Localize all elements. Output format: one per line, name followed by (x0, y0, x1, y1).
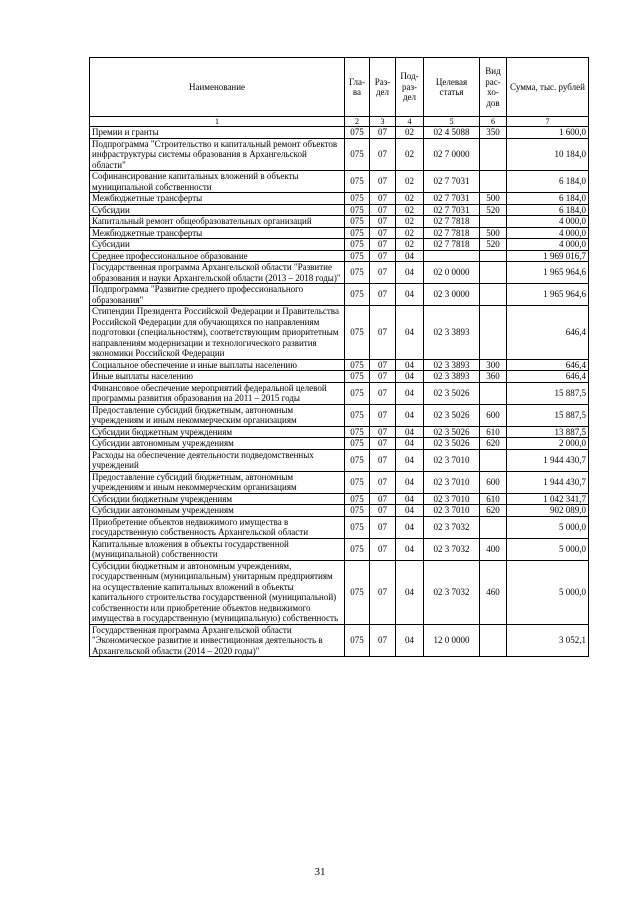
row-target-cell: 02 0 0000 (424, 262, 480, 284)
table-row (90, 624, 589, 657)
row-section-cell: 07 (370, 262, 396, 284)
row-amount-cell: 15 887,5 (507, 382, 589, 404)
row-subsection-cell: 02 (396, 216, 424, 228)
row-amount-cell: 4 000,0 (507, 216, 589, 228)
row-subsection-cell: 04 (396, 262, 424, 284)
row-subsection-cell: 04 (396, 359, 424, 371)
row-amount-cell: 1 944 430,7 (507, 471, 589, 493)
row-target-cell: 02 3 0000 (424, 284, 480, 306)
row-subsection-cell: 02 (396, 227, 424, 239)
row-target-cell: 02 7 7818 (424, 227, 480, 239)
row-expense-type-cell: 350 (480, 127, 507, 139)
row-expense-type-cell: 520 (480, 204, 507, 216)
table-row (90, 538, 589, 560)
row-section-cell: 07 (370, 505, 396, 517)
table-row (90, 227, 589, 239)
table-row (90, 382, 589, 404)
row-name-cell: Среднее профессиональное образование (90, 250, 345, 262)
row-chapter-cell: 075 (345, 560, 370, 624)
column-number: 2 (345, 117, 370, 127)
row-amount-cell: 1 965 964,6 (507, 284, 589, 306)
row-chapter-cell: 075 (345, 127, 370, 139)
budget-table (89, 57, 589, 657)
row-name-cell: Иные выплаты населению (90, 371, 345, 383)
row-chapter-cell: 075 (345, 227, 370, 239)
table-row (90, 426, 589, 438)
row-target-cell: 02 7 7031 (424, 193, 480, 205)
row-target-cell: 02 7 7818 (424, 239, 480, 251)
table-row (90, 438, 589, 450)
table-row (90, 560, 589, 624)
table-row (90, 359, 589, 371)
row-section-cell: 07 (370, 426, 396, 438)
row-subsection-cell: 04 (396, 449, 424, 471)
table-row (90, 239, 589, 251)
row-subsection-cell: 04 (396, 371, 424, 383)
row-section-cell: 07 (370, 382, 396, 404)
row-name-cell: Субсидии автономным учреждениям (90, 505, 345, 517)
row-amount-cell: 1 965 964,6 (507, 262, 589, 284)
row-expense-type-cell (480, 306, 507, 360)
row-expense-type-cell: 520 (480, 239, 507, 251)
column-number: 3 (370, 117, 396, 127)
row-expense-type-cell (480, 449, 507, 471)
row-name-cell: Межбюджетные трансферты (90, 193, 345, 205)
row-subsection-cell: 04 (396, 493, 424, 505)
row-expense-type-cell: 460 (480, 560, 507, 624)
table-row (90, 471, 589, 493)
row-name-cell: Расходы на обеспечение деятельности подведомственных учреждений (90, 449, 345, 471)
row-name-cell: Приобретение объектов недвижимого имущества в государственную собственность Архангельской области (90, 516, 345, 538)
row-chapter-cell: 075 (345, 306, 370, 360)
header-expense-type: Вид рас-хо-дов (480, 58, 507, 117)
row-amount-cell: 1 944 430,7 (507, 449, 589, 471)
row-section-cell: 07 (370, 171, 396, 193)
row-target-cell: 02 3 7010 (424, 471, 480, 493)
table-row (90, 262, 589, 284)
row-expense-type-cell: 300 (480, 359, 507, 371)
row-name-cell: Подпрограмма "Строительство и капитальный ремонт объектов инфраструктуры системы образования в Архангельской области" (90, 138, 345, 171)
row-amount-cell: 13 887,5 (507, 426, 589, 438)
row-target-cell: 02 3 7010 (424, 505, 480, 517)
row-section-cell: 07 (370, 306, 396, 360)
row-target-cell: 02 7 0000 (424, 138, 480, 171)
table-row (90, 204, 589, 216)
row-target-cell: 02 4 5088 (424, 127, 480, 139)
row-amount-cell: 5 000,0 (507, 538, 589, 560)
row-expense-type-cell (480, 624, 507, 657)
table-row (90, 516, 589, 538)
row-target-cell: 02 3 7032 (424, 538, 480, 560)
row-expense-type-cell (480, 250, 507, 262)
row-expense-type-cell: 600 (480, 404, 507, 426)
row-section-cell: 07 (370, 538, 396, 560)
row-target-cell: 02 3 5026 (424, 438, 480, 450)
column-number-row (90, 117, 589, 127)
row-name-cell: Капитальный ремонт общеобразовательных организаций (90, 216, 345, 228)
row-section-cell: 07 (370, 127, 396, 139)
header-subsection: Под-раз-дел (396, 58, 424, 117)
row-chapter-cell: 075 (345, 438, 370, 450)
table-row (90, 306, 589, 360)
row-chapter-cell: 075 (345, 204, 370, 216)
row-target-cell: 02 7 7818 (424, 216, 480, 228)
row-name-cell: Премии и гранты (90, 127, 345, 139)
table-row (90, 404, 589, 426)
row-amount-cell: 1 042 341,7 (507, 493, 589, 505)
row-subsection-cell: 02 (396, 193, 424, 205)
table-row (90, 216, 589, 228)
row-expense-type-cell: 500 (480, 227, 507, 239)
table-row (90, 284, 589, 306)
table-row (90, 493, 589, 505)
row-chapter-cell: 075 (345, 359, 370, 371)
row-target-cell: 02 3 5026 (424, 404, 480, 426)
row-name-cell: Предоставление субсидий бюджетным, автономным учреждениям и иным некоммерческим организациям (90, 471, 345, 493)
row-subsection-cell: 04 (396, 560, 424, 624)
row-name-cell: Субсидии (90, 204, 345, 216)
row-name-cell: Софинансирование капитальных вложений в объекты муниципальной собственности (90, 171, 345, 193)
row-chapter-cell: 075 (345, 216, 370, 228)
table-row (90, 371, 589, 383)
row-amount-cell: 1 969 016,7 (507, 250, 589, 262)
row-section-cell: 07 (370, 138, 396, 171)
row-expense-type-cell (480, 262, 507, 284)
row-name-cell: Стипендии Президента Российской Федерации и Правительства Российской Федерации для обучающихся по направлениям подготовки (специальностям), соответствующим приоритетным направлениям модернизации и технологического развития экономики Российской Федерации (90, 306, 345, 360)
row-amount-cell: 5 000,0 (507, 560, 589, 624)
row-chapter-cell: 075 (345, 493, 370, 505)
row-expense-type-cell: 400 (480, 538, 507, 560)
row-name-cell: Государственная программа Архангельской области "Развитие образования и науки Архангельской области (2013 – 2018 годы)" (90, 262, 345, 284)
row-target-cell: 02 3 3893 (424, 359, 480, 371)
row-chapter-cell: 075 (345, 371, 370, 383)
row-name-cell: Субсидии бюджетным и автономным учреждениям, государственным (муниципальным) унитарным предприятиям на осуществление капитальных вложений в объекты капитального строительства государственной (муниципальной) собственности или приобретение объектов недвижимого имущества в государственную (муниципальную) собственность (90, 560, 345, 624)
row-subsection-cell: 04 (396, 438, 424, 450)
header-amount: Сумма, тыс. рублей (507, 58, 589, 117)
row-subsection-cell: 02 (396, 204, 424, 216)
row-name-cell: Субсидии бюджетным учреждениям (90, 493, 345, 505)
row-subsection-cell: 04 (396, 516, 424, 538)
row-subsection-cell: 02 (396, 127, 424, 139)
table-row (90, 193, 589, 205)
row-expense-type-cell: 610 (480, 493, 507, 505)
header-name: Наименование (90, 58, 345, 117)
row-target-cell: 02 3 3893 (424, 371, 480, 383)
row-amount-cell: 646,4 (507, 371, 589, 383)
row-amount-cell: 3 052,1 (507, 624, 589, 657)
table-row (90, 171, 589, 193)
row-chapter-cell: 075 (345, 516, 370, 538)
row-chapter-cell: 075 (345, 138, 370, 171)
row-subsection-cell: 04 (396, 250, 424, 262)
table-row (90, 449, 589, 471)
row-chapter-cell: 075 (345, 250, 370, 262)
column-number: 5 (424, 117, 480, 127)
row-amount-cell: 646,4 (507, 306, 589, 360)
row-chapter-cell: 075 (345, 624, 370, 657)
row-target-cell: 02 7 7031 (424, 204, 480, 216)
row-section-cell: 07 (370, 438, 396, 450)
row-chapter-cell: 075 (345, 404, 370, 426)
row-subsection-cell: 04 (396, 538, 424, 560)
row-section-cell: 07 (370, 359, 396, 371)
table-row (90, 505, 589, 517)
row-chapter-cell: 075 (345, 284, 370, 306)
row-chapter-cell: 075 (345, 449, 370, 471)
row-subsection-cell: 04 (396, 505, 424, 517)
column-number: 7 (507, 117, 589, 127)
row-section-cell: 07 (370, 449, 396, 471)
header-target: Целевая статья (424, 58, 480, 117)
row-section-cell: 07 (370, 250, 396, 262)
row-amount-cell: 6 184,0 (507, 193, 589, 205)
row-amount-cell: 6 184,0 (507, 204, 589, 216)
row-subsection-cell: 02 (396, 239, 424, 251)
row-subsection-cell: 02 (396, 138, 424, 171)
row-subsection-cell: 04 (396, 284, 424, 306)
table-header-row (90, 58, 589, 117)
row-expense-type-cell: 620 (480, 438, 507, 450)
row-amount-cell: 4 000,0 (507, 239, 589, 251)
row-subsection-cell: 04 (396, 404, 424, 426)
row-amount-cell: 5 000,0 (507, 516, 589, 538)
row-expense-type-cell: 620 (480, 505, 507, 517)
table-row (90, 127, 589, 139)
row-section-cell: 07 (370, 227, 396, 239)
row-target-cell: 02 3 7032 (424, 516, 480, 538)
row-chapter-cell: 075 (345, 538, 370, 560)
row-amount-cell: 2 000,0 (507, 438, 589, 450)
row-section-cell: 07 (370, 471, 396, 493)
row-expense-type-cell: 360 (480, 371, 507, 383)
row-name-cell: Субсидии бюджетным учреждениям (90, 426, 345, 438)
row-expense-type-cell (480, 382, 507, 404)
page-number: 31 (314, 866, 326, 878)
row-name-cell: Субсидии (90, 239, 345, 251)
row-subsection-cell: 04 (396, 426, 424, 438)
row-amount-cell: 4 000,0 (507, 227, 589, 239)
column-number: 4 (396, 117, 424, 127)
row-expense-type-cell (480, 171, 507, 193)
row-expense-type-cell (480, 216, 507, 228)
row-target-cell: 02 3 5026 (424, 426, 480, 438)
row-subsection-cell: 02 (396, 171, 424, 193)
row-target-cell: 12 0 0000 (424, 624, 480, 657)
row-expense-type-cell: 600 (480, 471, 507, 493)
row-amount-cell: 6 184,0 (507, 171, 589, 193)
table-row (90, 250, 589, 262)
row-target-cell: 02 3 7010 (424, 493, 480, 505)
row-name-cell: Капитальные вложения в объекты государственной (муниципальной) собственности (90, 538, 345, 560)
row-section-cell: 07 (370, 560, 396, 624)
row-target-cell: 02 3 7032 (424, 560, 480, 624)
column-number: 6 (480, 117, 507, 127)
row-subsection-cell: 04 (396, 382, 424, 404)
row-section-cell: 07 (370, 493, 396, 505)
row-name-cell: Финансовое обеспечение мероприятий федеральной целевой программы развития образования на 2011 – 2015 годы (90, 382, 345, 404)
row-section-cell: 07 (370, 239, 396, 251)
row-amount-cell: 1 600,0 (507, 127, 589, 139)
row-chapter-cell: 075 (345, 262, 370, 284)
row-amount-cell: 15 887,5 (507, 404, 589, 426)
table-row (90, 138, 589, 171)
row-chapter-cell: 075 (345, 382, 370, 404)
row-name-cell: Межбюджетные трансферты (90, 227, 345, 239)
row-expense-type-cell (480, 138, 507, 171)
row-expense-type-cell (480, 284, 507, 306)
row-section-cell: 07 (370, 404, 396, 426)
row-chapter-cell: 075 (345, 471, 370, 493)
row-section-cell: 07 (370, 516, 396, 538)
row-section-cell: 07 (370, 216, 396, 228)
row-expense-type-cell: 610 (480, 426, 507, 438)
row-section-cell: 07 (370, 284, 396, 306)
header-section: Раз-дел (370, 58, 396, 117)
row-section-cell: 07 (370, 371, 396, 383)
row-amount-cell: 10 184,0 (507, 138, 589, 171)
row-target-cell: 02 3 7010 (424, 449, 480, 471)
row-target-cell (424, 250, 480, 262)
row-section-cell: 07 (370, 193, 396, 205)
row-target-cell: 02 3 5026 (424, 382, 480, 404)
row-amount-cell: 902 089,0 (507, 505, 589, 517)
row-name-cell: Субсидии автономным учреждениям (90, 438, 345, 450)
row-expense-type-cell (480, 516, 507, 538)
column-number: 1 (90, 117, 345, 127)
row-name-cell: Государственная программа Архангельской области "Экономическое развитие и инвестиционная деятельность в Архангельской области (2014 – 2020 годы)" (90, 624, 345, 657)
row-name-cell: Предоставление субсидий бюджетным, автономным учреждениям и иным некоммерческим организациям (90, 404, 345, 426)
row-section-cell: 07 (370, 204, 396, 216)
row-subsection-cell: 04 (396, 471, 424, 493)
row-name-cell: Подпрограмма "Развитие среднего профессионального образования" (90, 284, 345, 306)
row-section-cell: 07 (370, 624, 396, 657)
row-chapter-cell: 075 (345, 426, 370, 438)
header-chapter: Гла-ва (345, 58, 370, 117)
table-body (90, 127, 589, 657)
row-subsection-cell: 04 (396, 624, 424, 657)
row-subsection-cell: 04 (396, 306, 424, 360)
row-amount-cell: 646,4 (507, 359, 589, 371)
row-name-cell: Социальное обеспечение и иные выплаты населению (90, 359, 345, 371)
row-chapter-cell: 075 (345, 171, 370, 193)
row-chapter-cell: 075 (345, 505, 370, 517)
row-chapter-cell: 075 (345, 193, 370, 205)
row-chapter-cell: 075 (345, 239, 370, 251)
row-target-cell: 02 3 3893 (424, 306, 480, 360)
row-expense-type-cell: 500 (480, 193, 507, 205)
row-target-cell: 02 7 7031 (424, 171, 480, 193)
